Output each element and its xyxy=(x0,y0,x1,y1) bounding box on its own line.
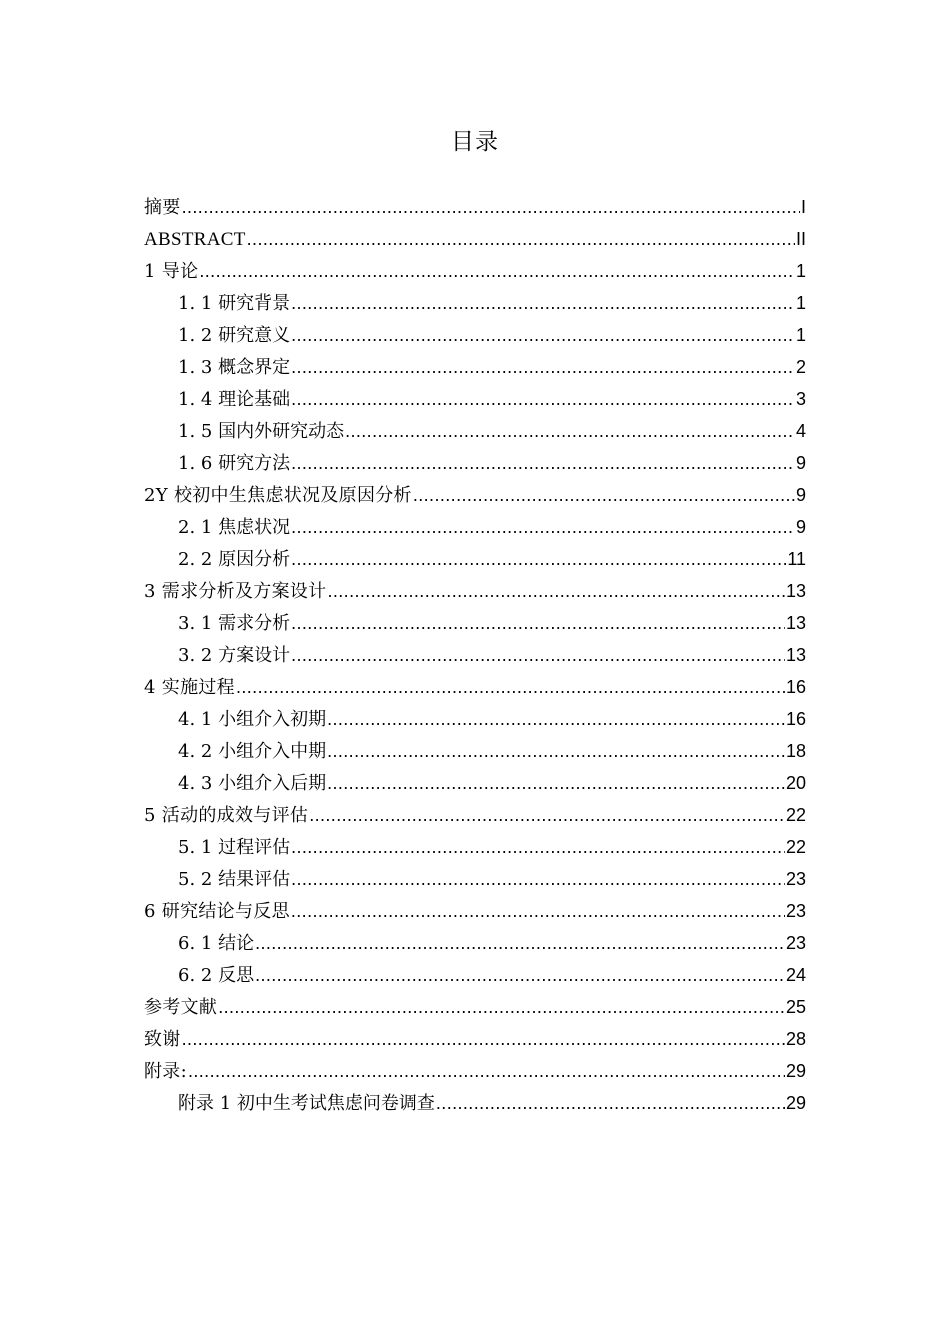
toc-entry-title: 4. 2 小组介入中期 xyxy=(178,741,327,762)
toc-entry-title: 5. 2 结果评估 xyxy=(178,869,291,890)
toc-dot-leader xyxy=(291,287,795,319)
toc-dot-leader xyxy=(291,447,795,479)
toc-list xyxy=(144,191,806,1119)
toc-entry-title: 1 导论 xyxy=(144,261,199,282)
toc-entry[interactable] xyxy=(144,703,806,735)
toc-dot-leader xyxy=(255,927,785,959)
toc-dot-leader xyxy=(291,895,785,927)
toc-dot-leader xyxy=(291,543,786,575)
toc-dot-leader xyxy=(291,639,785,671)
toc-entry-title: 5 活动的成效与评估 xyxy=(144,805,309,826)
toc-dot-leader xyxy=(291,511,795,543)
toc-entry[interactable] xyxy=(144,639,806,671)
toc-entry-title: 参考文献 xyxy=(144,997,218,1018)
toc-entry[interactable] xyxy=(144,543,806,575)
toc-entry[interactable] xyxy=(144,863,806,895)
toc-page-number: 18 xyxy=(785,741,806,761)
toc-dot-leader xyxy=(236,671,785,703)
toc-entry[interactable] xyxy=(144,671,806,703)
toc-page-number: 16 xyxy=(785,709,806,729)
toc-entry[interactable] xyxy=(144,351,806,383)
toc-page-number: 1 xyxy=(795,293,806,313)
toc-page-number: 20 xyxy=(785,773,806,793)
toc-entry-title: 2. 1 焦虑状况 xyxy=(178,517,291,538)
toc-dot-leader xyxy=(327,703,785,735)
toc-dot-leader xyxy=(199,255,795,287)
toc-page-number: I xyxy=(800,197,806,217)
toc-entry[interactable] xyxy=(144,991,806,1023)
toc-dot-leader xyxy=(291,607,785,639)
toc-entry-title: 6. 1 结论 xyxy=(178,933,255,954)
toc-page-number: 29 xyxy=(785,1093,806,1113)
toc-entry[interactable] xyxy=(144,1023,806,1055)
toc-entry[interactable] xyxy=(144,831,806,863)
toc-entry[interactable] xyxy=(144,735,806,767)
toc-dot-leader xyxy=(188,1055,785,1087)
toc-page-number: 1 xyxy=(795,261,806,281)
toc-page-number: 23 xyxy=(785,933,806,953)
toc-entry-title: 2Y 校初中生焦虑状况及原因分析 xyxy=(144,485,412,506)
toc-dot-leader xyxy=(291,383,795,415)
toc-title: 目录 xyxy=(451,129,499,155)
toc-entry-title: 5. 1 过程评估 xyxy=(178,837,291,858)
toc-entry[interactable] xyxy=(144,223,806,255)
toc-page-number: 13 xyxy=(785,645,806,665)
toc-entry[interactable] xyxy=(144,959,806,991)
toc-dot-leader xyxy=(182,191,800,223)
toc-page-number: 9 xyxy=(795,517,806,537)
toc-dot-leader xyxy=(218,991,785,1023)
toc-dot-leader xyxy=(255,959,785,991)
toc-entry-title: 4. 1 小组介入初期 xyxy=(178,709,327,730)
toc-page-number: 11 xyxy=(787,549,806,569)
toc-entry[interactable] xyxy=(144,415,806,447)
toc-page-number: 29 xyxy=(785,1061,806,1081)
toc-dot-leader xyxy=(413,479,795,511)
toc-entry-title: 1. 1 研究背景 xyxy=(178,293,291,314)
toc-dot-leader xyxy=(327,767,785,799)
toc-page-number: 13 xyxy=(785,613,806,633)
toc-entry[interactable] xyxy=(144,895,806,927)
toc-dot-leader xyxy=(291,863,785,895)
toc-dot-leader xyxy=(182,1023,785,1055)
toc-page-number: 23 xyxy=(785,869,806,889)
toc-dot-leader xyxy=(309,799,785,831)
toc-entry-title: ABSTRACT xyxy=(144,229,246,250)
toc-dot-leader xyxy=(345,415,795,447)
toc-entry[interactable] xyxy=(144,255,806,287)
toc-entry-title: 附录 1 初中生考试焦虑问卷调查 xyxy=(178,1093,435,1114)
toc-dot-leader xyxy=(327,735,785,767)
toc-entry[interactable] xyxy=(144,479,806,511)
toc-page-number: 24 xyxy=(785,965,806,985)
toc-entry-title: 2. 2 原因分析 xyxy=(178,549,291,570)
toc-page-number: 3 xyxy=(795,389,806,409)
toc-entry-title: 4. 3 小组介入后期 xyxy=(178,773,327,794)
toc-entry-title: 摘要 xyxy=(144,197,181,218)
toc-page-number: 2 xyxy=(795,357,806,377)
toc-dot-leader xyxy=(327,575,784,607)
toc-entry[interactable] xyxy=(144,383,806,415)
toc-entry[interactable] xyxy=(144,1055,806,1087)
toc-entry[interactable] xyxy=(144,447,806,479)
toc-entry-title: 1. 3 概念界定 xyxy=(178,357,291,378)
toc-entry[interactable] xyxy=(144,287,806,319)
toc-page-number: 22 xyxy=(785,805,806,825)
toc-page-number: 13 xyxy=(785,581,806,601)
toc-page-number: 1 xyxy=(795,325,806,345)
toc-entry-title: 1. 2 研究意义 xyxy=(178,325,291,346)
toc-entry[interactable] xyxy=(144,799,806,831)
toc-page-number: 28 xyxy=(785,1029,806,1049)
toc-entry-title: 1. 6 研究方法 xyxy=(178,453,291,474)
toc-entry[interactable] xyxy=(144,511,806,543)
toc-entry-title: 致谢 xyxy=(144,1029,181,1050)
toc-dot-leader xyxy=(291,351,795,383)
toc-entry-title: 附录: xyxy=(144,1061,187,1082)
toc-entry[interactable] xyxy=(144,1087,806,1119)
toc-dot-leader xyxy=(436,1087,785,1119)
toc-entry-title: 4 实施过程 xyxy=(144,677,235,698)
toc-entry[interactable] xyxy=(144,927,806,959)
toc-dot-leader xyxy=(247,223,795,255)
toc-page-number: 4 xyxy=(795,421,806,441)
toc-page-number: 9 xyxy=(795,485,806,505)
toc-page-number: 16 xyxy=(785,677,806,697)
toc-entry-title: 1. 5 国内外研究动态 xyxy=(178,421,345,442)
toc-entry[interactable] xyxy=(144,767,806,799)
toc-dot-leader xyxy=(291,831,785,863)
toc-entry[interactable] xyxy=(144,191,806,223)
toc-entry-title: 3. 2 方案设计 xyxy=(178,645,291,666)
toc-entry[interactable] xyxy=(144,319,806,351)
toc-page-number: 23 xyxy=(785,901,806,921)
toc-dot-leader xyxy=(291,319,795,351)
toc-entry-title: 3 需求分析及方案设计 xyxy=(144,581,327,602)
toc-entry-title: 3. 1 需求分析 xyxy=(178,613,291,634)
toc-page-number: 22 xyxy=(785,837,806,857)
toc-entry[interactable] xyxy=(144,575,806,607)
toc-page-number: II xyxy=(795,229,806,249)
toc-entry-title: 6. 2 反思 xyxy=(178,965,255,986)
toc-entry-title: 1. 4 理论基础 xyxy=(178,389,291,410)
toc-page-number: 9 xyxy=(795,453,806,473)
toc-entry[interactable] xyxy=(144,607,806,639)
toc-entry-title: 6 研究结论与反思 xyxy=(144,901,290,922)
toc-page-number: 25 xyxy=(785,997,806,1017)
